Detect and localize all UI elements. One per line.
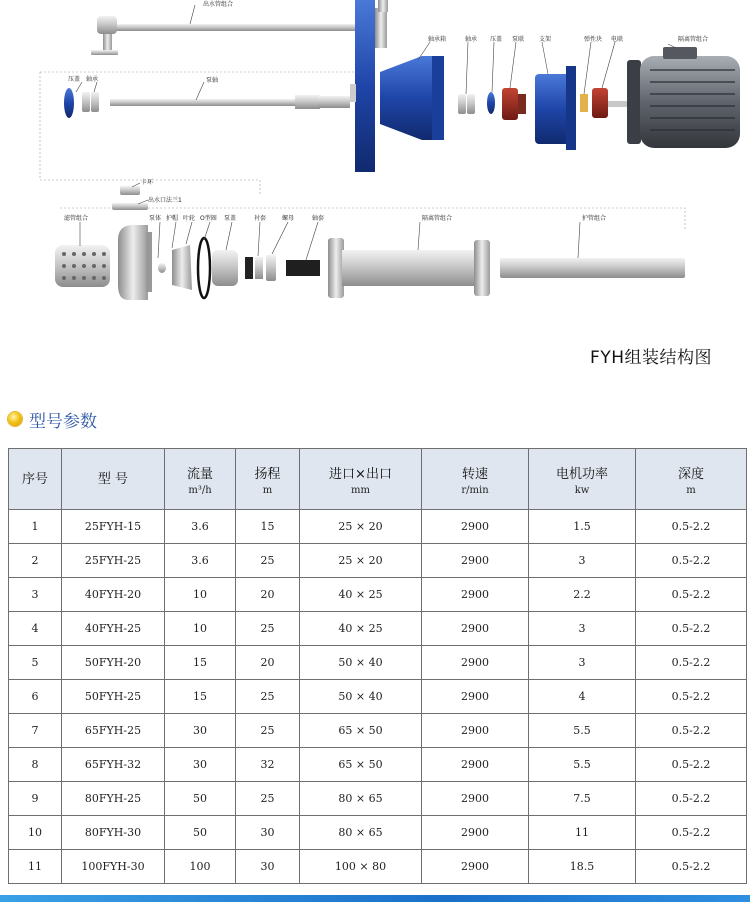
table-cell: 0.5-2.2 — [636, 510, 747, 544]
table-cell: 0.5-2.2 — [636, 612, 747, 646]
table-cell: 50 × 40 — [300, 646, 422, 680]
table-cell: 1 — [9, 510, 62, 544]
bracket — [535, 66, 576, 150]
label-bearing-left: 轴承 — [86, 76, 99, 83]
header-cell: 型 号 — [62, 449, 165, 510]
table-cell: 40 × 25 — [300, 578, 422, 612]
table-cell: 32 — [236, 748, 300, 782]
header-cell: 扬程 m — [236, 449, 300, 510]
motor — [608, 47, 740, 148]
table-cell: 0.5-2.2 — [636, 544, 747, 578]
table-cell: 80 × 65 — [300, 782, 422, 816]
table-cell: 11 — [9, 850, 62, 884]
label-bearing-housing: 轴承箱 — [428, 36, 447, 43]
table-cell: 40FYH-20 — [62, 578, 165, 612]
table-cell: 15 — [165, 646, 236, 680]
table-cell: 10 — [165, 578, 236, 612]
strainer — [55, 245, 110, 287]
impeller-and-seals — [158, 238, 320, 298]
table-cell: 5 — [9, 646, 62, 680]
table-cell: 25 × 20 — [300, 510, 422, 544]
table-cell: 3 — [529, 646, 636, 680]
label-o-ring: O型圈 — [200, 215, 217, 222]
table-cell: 50FYH-20 — [62, 646, 165, 680]
table-row — [9, 578, 747, 612]
outlet-pipe-assembly — [91, 16, 360, 55]
section-title: 型号参数 — [29, 411, 97, 432]
table-cell: 2900 — [422, 646, 529, 680]
table-cell: 0.5-2.2 — [636, 714, 747, 748]
table-cell: 0.5-2.2 — [636, 816, 747, 850]
table-cell: 4 — [529, 680, 636, 714]
table-cell: 2.2 — [529, 578, 636, 612]
table-cell: 50 — [165, 782, 236, 816]
table-cell: 25 — [236, 612, 300, 646]
bearing-housing — [380, 56, 444, 140]
table-cell: 25 — [236, 714, 300, 748]
table-cell: 5.5 — [529, 748, 636, 782]
table-cell: 65 × 50 — [300, 748, 422, 782]
table-row — [9, 680, 747, 714]
table-cell: 7 — [9, 714, 62, 748]
diagram-caption: FYH组装结构图 — [590, 348, 712, 368]
table-cell: 0.5-2.2 — [636, 782, 747, 816]
table-cell: 8 — [9, 748, 62, 782]
table-cell: 2900 — [422, 850, 529, 884]
table-cell: 100FYH-30 — [62, 850, 165, 884]
label-liner: 衬套 — [254, 215, 267, 222]
table-cell: 1.5 — [529, 510, 636, 544]
table-cell: 40 × 25 — [300, 612, 422, 646]
table-header-row — [9, 449, 747, 510]
label-bracket: 支架 — [539, 36, 552, 43]
header-cell: 深度 m — [636, 449, 747, 510]
label-nut: 螺母 — [282, 215, 295, 222]
label-clamp-ring: 卡环 — [141, 179, 154, 186]
table-cell: 2900 — [422, 816, 529, 850]
table-cell: 25 × 20 — [300, 544, 422, 578]
table-cell: 2900 — [422, 714, 529, 748]
header-cell: 进口×出口 mm — [300, 449, 422, 510]
label-outlet-flange: 出水口法兰1 — [148, 197, 182, 204]
table-cell: 10 — [165, 612, 236, 646]
table-cell: 30 — [236, 850, 300, 884]
table-cell: 0.5-2.2 — [636, 680, 747, 714]
table-cell: 50 × 40 — [300, 680, 422, 714]
label-elastic-block: 弹性块 — [584, 36, 603, 43]
table-cell: 3 — [9, 578, 62, 612]
bottom-accent-bar — [0, 895, 750, 902]
pump-coupling — [502, 88, 526, 120]
table-cell: 40FYH-25 — [62, 612, 165, 646]
table-cell: 11 — [529, 816, 636, 850]
table-cell: 50 — [165, 816, 236, 850]
table-cell: 3 — [529, 612, 636, 646]
table-cell: 3 — [529, 544, 636, 578]
table-cell: 2900 — [422, 612, 529, 646]
header-cell: 序号 — [9, 449, 62, 510]
table-cell: 2900 — [422, 680, 529, 714]
label-guard-pipe: 护管组合 — [582, 215, 607, 222]
table-cell: 2900 — [422, 544, 529, 578]
table-row — [9, 612, 747, 646]
table-cell: 15 — [236, 510, 300, 544]
table-cell: 3.6 — [165, 544, 236, 578]
table-cell: 25 — [236, 544, 300, 578]
clamp-ring-and-outlet-flange — [112, 186, 148, 210]
table-cell: 2900 — [422, 510, 529, 544]
label-guard-plate: 护帽 — [166, 215, 179, 222]
label-motor-coupling: 电联 — [611, 36, 624, 43]
table-cell: 6 — [9, 680, 62, 714]
bearing-set-right — [458, 92, 495, 114]
table-cell: 0.5-2.2 — [636, 646, 747, 680]
table-cell: 10 — [9, 816, 62, 850]
model-parameters-table — [8, 448, 747, 884]
label-gland: 压盖 — [68, 76, 81, 83]
table-cell: 18.5 — [529, 850, 636, 884]
table-row — [9, 510, 747, 544]
label-motor-combo: 隔离管组合 — [678, 36, 709, 43]
label-bearing-top: 轴承 — [465, 36, 478, 43]
bullet-dot-icon — [8, 412, 22, 426]
table-row — [9, 544, 747, 578]
table-cell: 20 — [236, 646, 300, 680]
pump-exploded-diagram — [0, 0, 750, 400]
table-cell: 9 — [9, 782, 62, 816]
label-pump-cover: 泵盖 — [224, 215, 237, 222]
table-cell: 100 — [165, 850, 236, 884]
header-cell: 电机功率 kw — [529, 449, 636, 510]
table-cell: 20 — [236, 578, 300, 612]
gland-bearing-left — [64, 88, 99, 118]
table-cell: 100 × 80 — [300, 850, 422, 884]
table-cell: 2 — [9, 544, 62, 578]
table-cell: 25 — [236, 680, 300, 714]
table-row — [9, 850, 747, 884]
table-cell: 5.5 — [529, 714, 636, 748]
header-cell: 转速 r/min — [422, 449, 529, 510]
table-cell: 80 × 65 — [300, 816, 422, 850]
table-cell: 25FYH-25 — [62, 544, 165, 578]
table-cell: 65 × 50 — [300, 714, 422, 748]
table-row — [9, 714, 747, 748]
table-row — [9, 782, 747, 816]
label-isolation-pipe: 隔离管组合 — [422, 215, 453, 222]
table-cell: 80FYH-30 — [62, 816, 165, 850]
label-pump-shaft: 泵轴 — [206, 77, 219, 84]
table-cell: 65FYH-32 — [62, 748, 165, 782]
pump-body — [118, 225, 152, 300]
label-gland-top: 压盖 — [490, 36, 503, 43]
label-pump-coupling: 泵联 — [512, 36, 525, 43]
isolation-pipe — [328, 238, 490, 298]
label-outlet-pipe: 出水管组合 — [203, 1, 234, 8]
table-cell: 25FYH-15 — [62, 510, 165, 544]
table-cell: 0.5-2.2 — [636, 850, 747, 884]
table-cell: 2900 — [422, 578, 529, 612]
label-strainer-combo: 滤管组合 — [64, 215, 89, 222]
table-cell: 30 — [236, 816, 300, 850]
table-cell: 0.5-2.2 — [636, 578, 747, 612]
table-cell: 25 — [236, 782, 300, 816]
section-header — [8, 407, 97, 431]
header-cell: 流量 m³/h — [165, 449, 236, 510]
label-pump-body: 泵体 — [149, 215, 162, 222]
table-row — [9, 748, 747, 782]
label-shaft-sleeve: 轴套 — [312, 215, 325, 222]
table-cell: 30 — [165, 748, 236, 782]
table-row — [9, 816, 747, 850]
table-row — [9, 646, 747, 680]
table-cell: 50FYH-25 — [62, 680, 165, 714]
guard-pipe — [500, 258, 685, 278]
label-impeller: 叶轮 — [183, 215, 196, 222]
table-cell: 80FYH-25 — [62, 782, 165, 816]
pump-shaft — [110, 95, 350, 109]
table-cell: 4 — [9, 612, 62, 646]
table-cell: 7.5 — [529, 782, 636, 816]
table-cell: 30 — [165, 714, 236, 748]
table-cell: 0.5-2.2 — [636, 748, 747, 782]
table-cell: 15 — [165, 680, 236, 714]
table-cell: 65FYH-25 — [62, 714, 165, 748]
table-cell: 2900 — [422, 748, 529, 782]
table-cell: 3.6 — [165, 510, 236, 544]
table-cell: 2900 — [422, 782, 529, 816]
